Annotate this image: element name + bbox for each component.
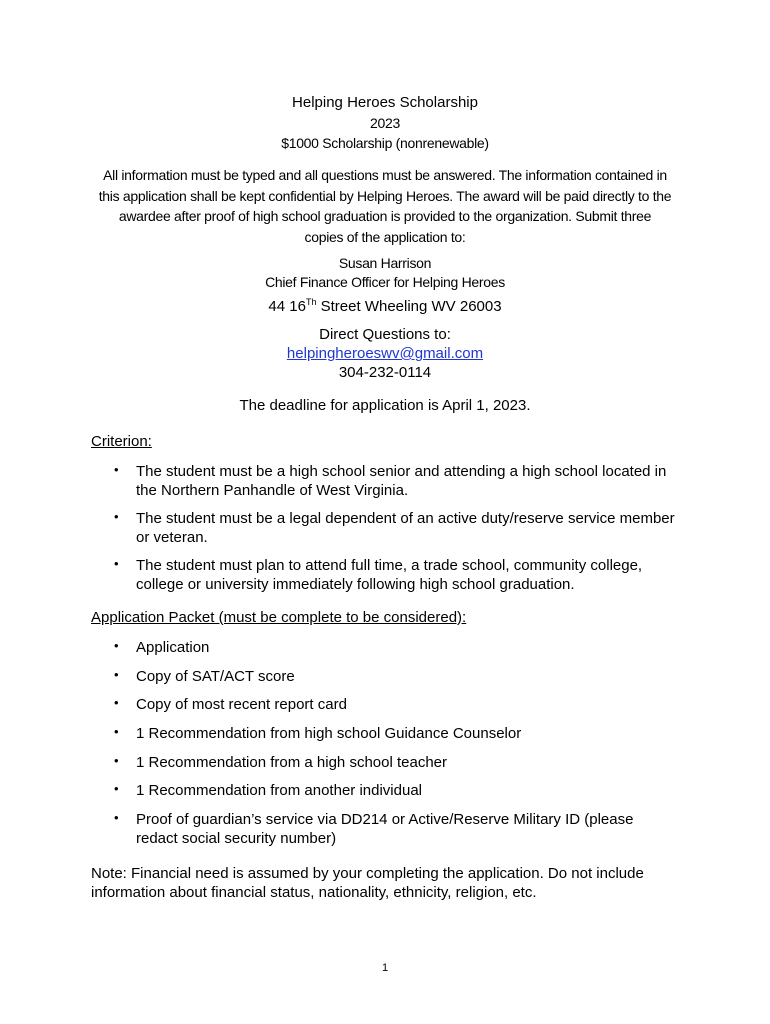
packet-heading: Application Packet (must be complete to be considered): [91,609,467,626]
bullet-icon: • [114,556,119,571]
note-line: information about financial status, nationality, ethnicity, religion, etc. [91,884,537,901]
list-item-text: Application [136,639,210,656]
bullet-icon: • [114,462,119,477]
note-line: Note: Financial need is assumed by your completing the application. Do not include [91,865,644,882]
list-item-text: redact social security number) [136,830,337,847]
phone-number: 304-232-0114 [338,364,432,381]
list-item-text: college or university immediately following high school graduation. [136,576,575,593]
list-item-text: Copy of SAT/ACT score [136,668,295,685]
bullet-icon: • [114,781,119,796]
intro-paragraph [86,165,684,247]
bullet-icon: • [114,810,119,825]
list-item-text: 1 Recommendation from high school Guidance Counselor [136,725,522,742]
intro-line: this application shall be kept confidential by Helping Heroes. The award will be paid directly to the [98,187,672,204]
bullet-icon: • [114,724,119,739]
list-item-text: 1 Recommendation from a high school teacher [136,754,448,771]
scholarship-title: Helping Heroes Scholarship [292,94,478,111]
contact-block [0,325,770,382]
bullet-icon: • [114,509,119,524]
mailing-address [0,254,770,317]
scholarship-year: 2023 [370,115,400,131]
recipient-role: Chief Finance Officer for Helping Heroes [265,274,505,290]
list-item-text: The student must plan to attend full time, a trade school, community college, [136,557,643,574]
list-item-text: 1 Recommendation from another individual [136,782,422,799]
list-item-text: The student must be a legal dependent of an active duty/reserve service member [136,510,675,527]
intro-line: copies of the application to: [304,228,466,245]
deadline-text: The deadline for application is April 1, 2023. [239,397,531,414]
street-superscript: Th [305,297,317,307]
bullet-icon: • [114,667,119,682]
list-item-text: Copy of most recent report card [136,696,347,713]
recipient-name: Susan Harrison [338,255,432,271]
bullet-icon: • [114,753,119,768]
list-item-text: the Northern Panhandle of West Virginia. [136,482,409,499]
street-prefix: 44 16 [268,298,306,315]
title-block [0,93,770,153]
list-item-text: Proof of guardian’s service via DD214 or Active/Reserve Military ID (please [136,811,634,828]
note-paragraph [91,864,681,902]
bullet-icon: • [114,638,119,653]
bullet-icon: • [114,695,119,710]
page-number: 1 [381,962,389,974]
list-item-text: The student must be a high school senior and attending a high school located in [136,463,667,480]
street-suffix: Street Wheeling WV 26003 [316,298,502,315]
email-link[interactable]: helpingheroeswv@gmail.com [286,345,484,362]
street-address [0,292,770,317]
contact-label: Direct Questions to: [319,326,451,343]
intro-line: All information must be typed and all questions must be answered. The information contained in [103,167,667,183]
criterion-heading: Criterion: [91,433,152,450]
scholarship-amount: $1000 Scholarship (nonrenewable) [281,135,489,151]
list-item-text: or veteran. [136,529,208,546]
intro-line: awardee after proof of high school graduation is provided to the organization. Submit three [118,208,652,224]
